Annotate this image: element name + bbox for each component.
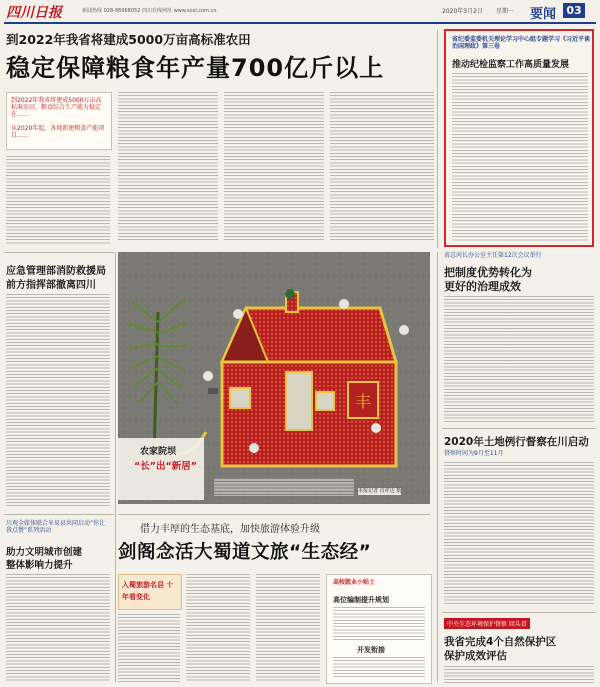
jiange-body-col3	[256, 574, 320, 682]
bottom-banner-text: 中央生态环境保护督察 回头看	[447, 621, 527, 628]
photo-caption-title-1: 农家院坝	[140, 447, 177, 457]
lead-kicker: 到2022年我省将建成5000万亩高标准农田	[6, 32, 251, 47]
lead-highlight-box	[6, 92, 112, 150]
newspaper-logo: 四川日报	[6, 5, 62, 21]
protection-headline-1: 我省完成4个自然保护区	[444, 636, 557, 648]
feature-photo	[118, 252, 430, 504]
highlight-item-2: 从2020年起，各地新建粮食产能项目……	[11, 125, 105, 139]
river-body	[444, 296, 594, 422]
photo-caption-panel	[118, 438, 204, 500]
civil-headline-1: 助力文明城市创建	[6, 547, 83, 558]
jiange-kicker: 借力丰厚的生态基底，加快旅游体验升级	[140, 524, 320, 535]
river-kicker: 省总河长办公室主任第12次会议举行	[444, 252, 542, 259]
page-number: 03	[563, 3, 585, 18]
civil-kicker: 川观全媒体联合米易县共同启动“你让我点赞”系列活动	[6, 520, 106, 534]
masthead	[0, 0, 600, 22]
river-headline-2: 更好的治理成效	[444, 280, 521, 293]
lead-body-col4	[330, 92, 434, 242]
issue-date: 2020年3月2日	[442, 8, 483, 15]
photo-caption-title-2: “长”出“新居”	[134, 461, 197, 472]
photo-caption-text	[214, 478, 354, 496]
jiange-label: 入蜀旅游名县 十年看变化	[122, 581, 174, 601]
left-headline-2: 前方指挥部撤离四川	[6, 280, 96, 291]
featured-body	[452, 73, 588, 241]
civil-headline-2: 整体影响力提升	[6, 560, 73, 571]
jiange-headline: 剑阁念活大蜀道文旅“生态经”	[118, 542, 372, 563]
masthead-info: 新闻热线 028-86968052 四川在线网址 www.scol.com.cn	[82, 8, 217, 14]
featured-headline: 推动纪检监察工作高质量发展	[452, 60, 570, 70]
tip-item-2: 开发衔接	[357, 646, 385, 654]
tip-item-1: 高位编制提升规划	[333, 596, 389, 604]
jiange-body-col2	[186, 574, 250, 682]
masthead-rule	[4, 22, 596, 24]
land-headline: 2020年土地例行督察在川启动	[444, 436, 589, 448]
photo-credit: 本报记者 肖祥达 摄	[358, 488, 402, 494]
left-headline-1: 应急管理部消防救援局	[6, 266, 106, 277]
left-article-body	[6, 294, 110, 508]
lead-body-col1	[6, 156, 110, 244]
land-body	[444, 462, 594, 606]
svg-text:丰: 丰	[354, 392, 372, 411]
featured-kicker: 省纪委监委机关理论学习中心组专题学习《习近平谈治国理政》第三卷	[452, 36, 591, 50]
bottom-banner	[444, 618, 530, 629]
protection-headline-2: 保护成效评估	[444, 650, 507, 662]
land-subhead: 督察时间为9月至11月	[444, 450, 504, 457]
bottom-tip-box	[326, 574, 432, 684]
section-title: 要闻	[530, 7, 557, 22]
jiange-body-col1	[118, 614, 180, 682]
jiange-label-box	[118, 574, 182, 610]
lead-headline: 稳定保障粮食年产量700亿斤以上	[6, 54, 385, 82]
tip-tag: 高校就业小贴士	[333, 579, 376, 586]
lead-body-col2	[118, 92, 218, 242]
featured-box	[444, 29, 594, 247]
highlight-item-1: 到2022年我省将建成5000万亩高标准农田，粮食综合生产能力稳定在……	[11, 97, 102, 118]
lead-body-col3	[224, 92, 324, 242]
column-divider	[437, 30, 438, 248]
protection-body	[444, 666, 594, 684]
civil-article-body	[6, 574, 110, 682]
issue-weekday: 星期一	[496, 8, 515, 15]
river-headline-1: 把制度优势转化为	[444, 266, 532, 279]
